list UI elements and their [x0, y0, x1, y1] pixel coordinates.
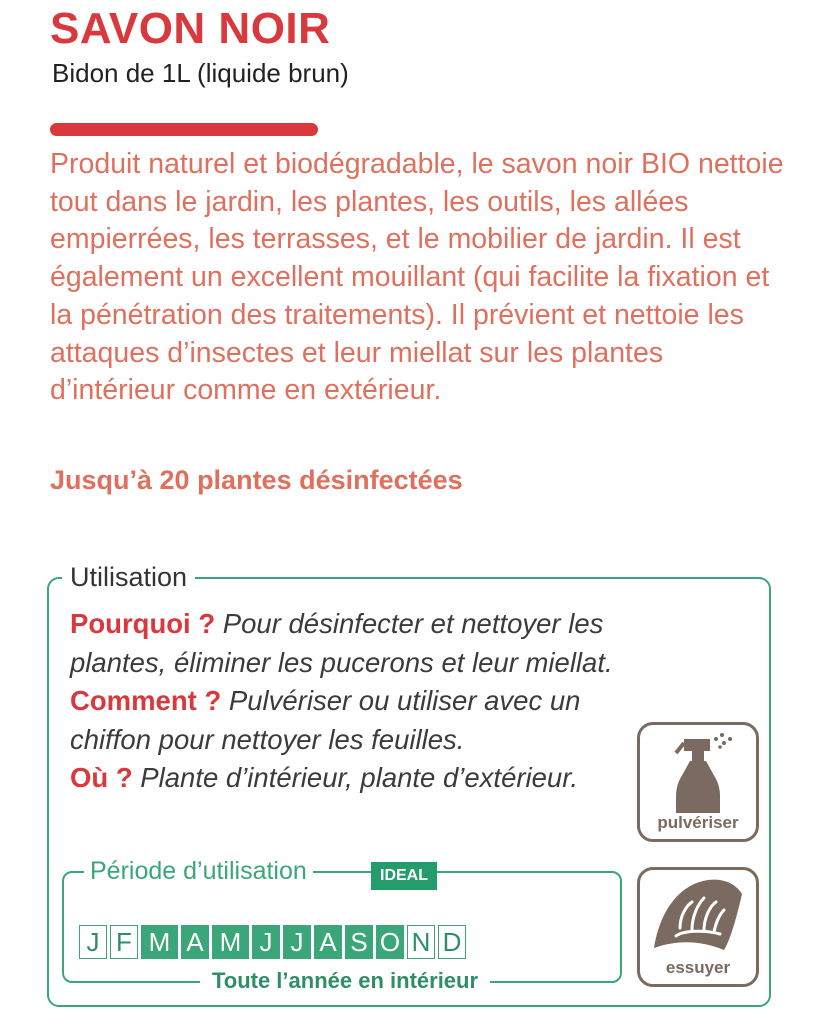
ideal-badge: IDEAL: [371, 862, 437, 890]
usage-text: [70, 605, 630, 798]
month-cell: D: [438, 925, 466, 959]
where-text: Plante d’intérieur, plante d’extérieur.: [140, 762, 578, 793]
title-underline-bar: [50, 123, 318, 136]
month-calendar: [79, 925, 469, 959]
how-text: Pulvériser ou utiliser avec un chiffon pour nettoyer les feuilles.: [70, 685, 581, 755]
how-label: Comment ?: [70, 685, 222, 716]
month-cell: J: [79, 925, 107, 959]
month-cell: O: [376, 925, 404, 959]
month-cell: J: [283, 925, 311, 959]
wipe-tile: [637, 867, 759, 987]
month-cell: J: [252, 925, 280, 959]
month-cell: A: [314, 925, 342, 959]
why-label: Pourquoi ?: [70, 608, 216, 639]
month-cell: F: [110, 925, 138, 959]
month-cell: M: [141, 925, 178, 959]
spray-tile: [637, 722, 759, 842]
product-title: SAVON NOIR: [50, 4, 331, 53]
month-cell: S: [345, 925, 373, 959]
year-round-note: [120, 968, 570, 994]
where-label: Où ?: [70, 762, 133, 793]
coverage-claim: Jusqu’à 20 plantes désinfectées: [50, 465, 463, 495]
period-label: Période d’utilisation: [84, 857, 313, 886]
month-cell: A: [181, 925, 209, 959]
year-round-note-text: Toute l’année en intérieur: [200, 968, 490, 993]
spray-caption: pulvériser: [657, 813, 739, 832]
month-cell: M: [212, 925, 249, 959]
product-subtitle: Bidon de 1L (liquide brun): [52, 58, 349, 88]
wipe-caption: essuyer: [665, 958, 731, 977]
why-text: Pour désinfecter et nettoyer les plantes, éliminer les pucerons et leur miellat.: [70, 608, 613, 678]
month-cell: N: [407, 925, 435, 959]
usage-heading: Utilisation: [62, 562, 195, 593]
product-description: Produit naturel et biodégradable, le savon noir BIO nettoie tout dans le jardin, les plantes, les outils, les allées empierrées, les terrasses, et le mobilier de jardin. Il est également un excellent mouillant (qui facilite la fixation et la pénétration des traitements). Il prévient et nettoie les attaques d’insectes et leur miellat sur les plantes d’intérieur comme en extérieur.: [50, 148, 784, 407]
